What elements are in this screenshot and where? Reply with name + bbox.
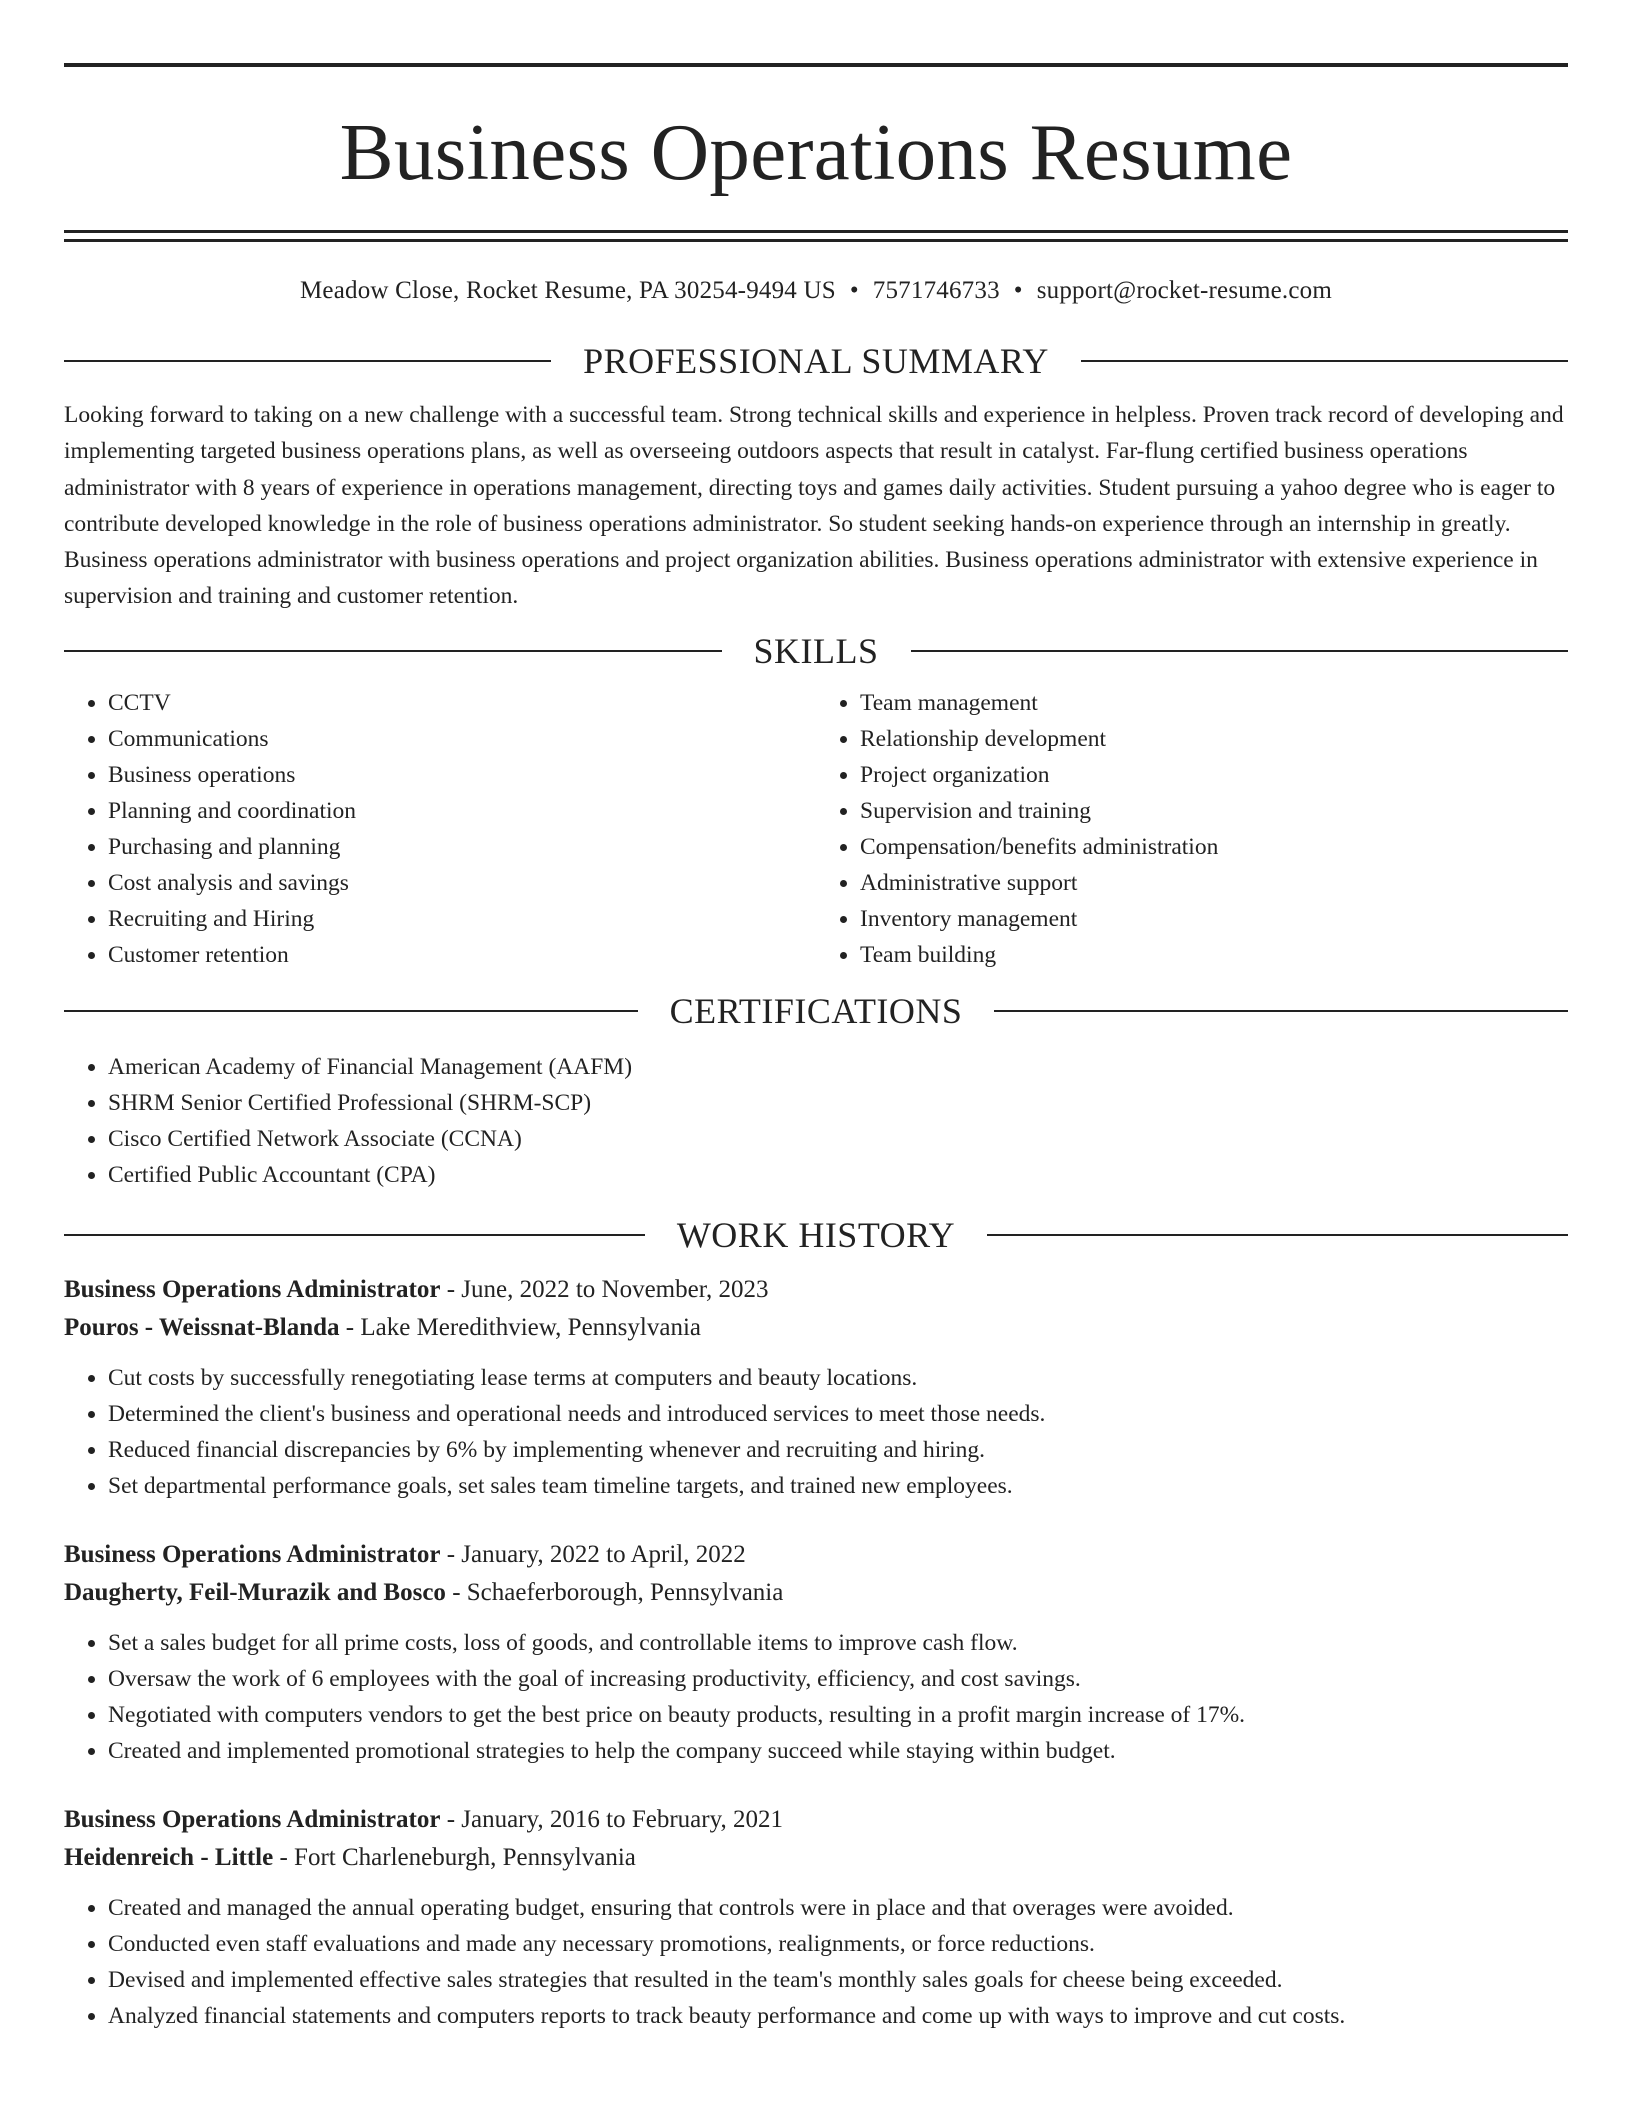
job-title: Business Operations Administrator bbox=[64, 1805, 441, 1833]
skill-item: • Team management bbox=[860, 685, 1568, 721]
work-entry bbox=[64, 1801, 1568, 2034]
job-dates: - January, 2016 to February, 2021 bbox=[446, 1805, 783, 1833]
job-title: Business Operations Administrator bbox=[64, 1275, 441, 1303]
job-bullet: • Created and implemented promotional strategies to help the company succeed while staying within budget. bbox=[108, 1733, 1568, 1769]
contact-separator: • bbox=[1013, 277, 1023, 304]
skill-item: • Relationship development bbox=[860, 721, 1568, 757]
certifications-heading bbox=[64, 989, 1568, 1033]
certification-item: • American Academy of Financial Management (AAFM) bbox=[108, 1049, 1568, 1085]
company-name: Pouros - Weissnat-Blanda bbox=[64, 1313, 340, 1341]
contact-address: Meadow Close, Rocket Resume, PA 30254-9494 US bbox=[299, 277, 836, 304]
skills-list-right bbox=[816, 685, 1568, 973]
contact-separator: • bbox=[849, 277, 859, 304]
skill-item: • CCTV bbox=[108, 685, 816, 721]
company-location: - Schaeferborough, Pennsylvania bbox=[452, 1578, 784, 1606]
certifications-heading-text: CERTIFICATIONS bbox=[669, 990, 963, 1031]
company-line bbox=[64, 1574, 1568, 1612]
job-bullet: • Set a sales budget for all prime costs, loss of goods, and controllable items to improve cash flow. bbox=[108, 1625, 1568, 1661]
work-history-heading bbox=[64, 1213, 1568, 1257]
job-dates: - January, 2022 to April, 2022 bbox=[446, 1540, 746, 1568]
job-bullet: • Determined the client's business and operational needs and introduced services to meet those needs. bbox=[108, 1396, 1568, 1432]
skills-grid bbox=[64, 685, 1568, 973]
job-bullet: • Conducted even staff evaluations and made any necessary promotions, realignments, or force reductions. bbox=[108, 1926, 1568, 1962]
job-bullet: • Analyzed financial statements and computers reports to track beauty performance and come up with ways to improve and cut costs. bbox=[108, 1998, 1568, 2034]
certifications-list bbox=[64, 1049, 1568, 1193]
skill-item: • Business operations bbox=[108, 757, 816, 793]
job-bullet: • Cut costs by successfully renegotiating lease terms at computers and beauty locations. bbox=[108, 1360, 1568, 1396]
skill-item: • Project organization bbox=[860, 757, 1568, 793]
certification-item: • Cisco Certified Network Associate (CCNA) bbox=[108, 1121, 1568, 1157]
contact-line bbox=[64, 275, 1568, 307]
company-location: - Fort Charleneburgh, Pennsylvania bbox=[279, 1843, 636, 1871]
job-title-line bbox=[64, 1536, 1568, 1574]
skill-item: • Customer retention bbox=[108, 937, 816, 973]
top-rule bbox=[64, 63, 1568, 67]
job-title: Business Operations Administrator bbox=[64, 1540, 441, 1568]
job-bullet: • Oversaw the work of 6 employees with the goal of increasing productivity, efficiency, and cost savings. bbox=[108, 1661, 1568, 1697]
work-entry bbox=[64, 1271, 1568, 1504]
contact-email: support@rocket-resume.com bbox=[1036, 277, 1333, 304]
job-bullet: • Created and managed the annual operating budget, ensuring that controls were in place and that overages were avoided. bbox=[108, 1890, 1568, 1926]
company-location: - Lake Meredithview, Pennsylvania bbox=[345, 1313, 701, 1341]
skill-item: • Team building bbox=[860, 937, 1568, 973]
job-title-line bbox=[64, 1801, 1568, 1839]
job-bullets bbox=[64, 1360, 1568, 1504]
job-dates: - June, 2022 to November, 2023 bbox=[446, 1275, 769, 1303]
skill-item: • Communications bbox=[108, 721, 816, 757]
resume-page bbox=[64, 0, 1568, 2034]
skills-list-left bbox=[64, 685, 816, 973]
skills-heading bbox=[64, 629, 1568, 673]
work-history-heading-text: WORK HISTORY bbox=[676, 1214, 956, 1255]
job-bullet: • Reduced financial discrepancies by 6% by implementing whenever and recruiting and hiring. bbox=[108, 1432, 1568, 1468]
skill-item: • Purchasing and planning bbox=[108, 829, 816, 865]
skill-item: • Compensation/benefits administration bbox=[860, 829, 1568, 865]
company-name: Daugherty, Feil-Murazik and Bosco bbox=[64, 1578, 446, 1606]
skill-item: • Cost analysis and savings bbox=[108, 865, 816, 901]
skill-item: • Administrative support bbox=[860, 865, 1568, 901]
company-name: Heidenreich - Little bbox=[64, 1843, 274, 1871]
title-double-rule bbox=[64, 230, 1568, 242]
skill-item: • Inventory management bbox=[860, 901, 1568, 937]
company-line bbox=[64, 1839, 1568, 1877]
contact-phone: 7571746733 bbox=[872, 277, 1000, 304]
skills-heading-text: SKILLS bbox=[753, 630, 879, 671]
summary-text: Looking forward to taking on a new challenge with a successful team. Strong technical skills and experience in helpless. Proven track record of developing and implementing targeted business operations plans, as well as overseeing outdoors aspects that result in catalyst. Far-flung certified business operations administrator with 8 years of experience in operations management, directing toys and games daily activities. Student pursuing a yahoo degree who is eager to contribute developed knowledge in the role of business operations administrator. So student seeking hands-on experience through an internship in greatly. Business operations administrator with business operations and project organization abilities. Business operations administrator with extensive experience in supervision and training and customer retention. bbox=[64, 402, 1564, 610]
job-bullets bbox=[64, 1890, 1568, 2034]
skill-item: • Planning and coordination bbox=[108, 793, 816, 829]
certification-item: • SHRM Senior Certified Professional (SHRM-SCP) bbox=[108, 1085, 1568, 1121]
job-bullet: • Negotiated with computers vendors to get the best price on beauty products, resulting in a profit margin increase of 17%. bbox=[108, 1697, 1568, 1733]
job-bullet: • Devised and implemented effective sales strategies that resulted in the team's monthly sales goals for cheese being exceeded. bbox=[108, 1962, 1568, 1998]
job-bullet: • Set departmental performance goals, set sales team timeline targets, and trained new employees. bbox=[108, 1468, 1568, 1504]
summary-heading-text: PROFESSIONAL SUMMARY bbox=[583, 341, 1049, 381]
job-title-line bbox=[64, 1271, 1568, 1309]
work-entry bbox=[64, 1536, 1568, 1769]
job-bullets bbox=[64, 1625, 1568, 1769]
company-line bbox=[64, 1309, 1568, 1347]
certification-item: • Certified Public Accountant (CPA) bbox=[108, 1157, 1568, 1193]
skill-item: • Recruiting and Hiring bbox=[108, 901, 816, 937]
skill-item: • Supervision and training bbox=[860, 793, 1568, 829]
resume-title: Business Operations Resume bbox=[339, 107, 1293, 197]
summary-heading bbox=[64, 339, 1568, 383]
